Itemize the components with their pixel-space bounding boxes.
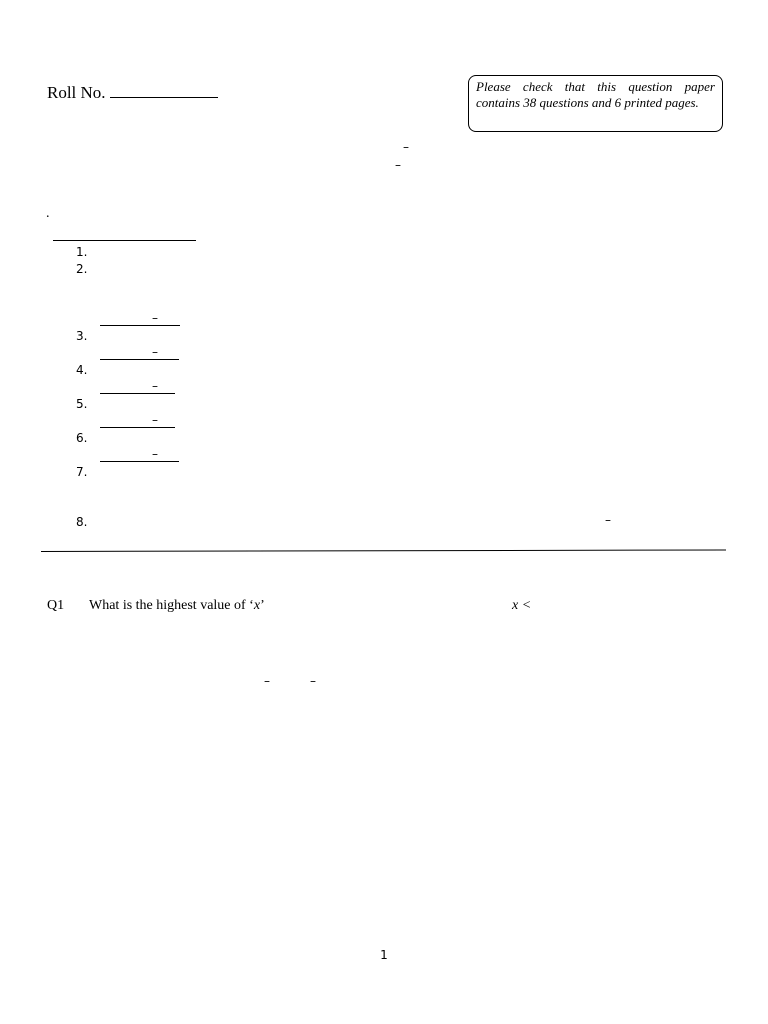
question-variable: x	[253, 598, 261, 613]
page-number: 1	[380, 948, 388, 962]
underline	[100, 359, 179, 360]
list-number: 4.	[76, 363, 88, 377]
notice-text: Please check that this question paper contains 38 questions and 6 printed pages.	[476, 79, 715, 110]
question-number: Q1	[47, 598, 65, 613]
underline	[100, 427, 175, 428]
list-number: 2.	[76, 262, 88, 276]
dash-mark: –	[152, 413, 158, 427]
question-condition: x <	[512, 598, 532, 613]
list-number: 6.	[76, 431, 88, 445]
dot-mark: .	[46, 206, 50, 221]
dash-mark: –	[152, 345, 158, 359]
underline	[100, 393, 175, 394]
dash-mark: –	[264, 674, 270, 688]
dash-mark: –	[310, 674, 316, 688]
question-text-start: What is the highest value of ‘	[89, 598, 254, 613]
roll-number-label	[47, 83, 218, 103]
list-number: 5.	[76, 397, 88, 411]
question-text-end: ’	[260, 598, 265, 613]
list-number: 3.	[76, 329, 88, 343]
list-number: 8.	[76, 515, 88, 529]
section-divider	[41, 549, 726, 552]
underline	[100, 325, 180, 326]
underline	[100, 461, 179, 462]
dash-mark: –	[403, 140, 409, 154]
list-number: 1.	[76, 245, 88, 259]
roll-label-text: Roll No.	[47, 83, 106, 102]
dash-mark: –	[152, 379, 158, 393]
roll-number-blank	[110, 83, 218, 98]
dash-mark: –	[152, 447, 158, 461]
dash-mark: –	[152, 311, 158, 325]
instructions-heading-underline	[53, 240, 196, 241]
list-number: 7.	[76, 465, 88, 479]
page-count-notice	[468, 75, 723, 132]
question-text	[89, 598, 265, 614]
dash-mark: –	[605, 513, 611, 527]
dash-mark: –	[395, 158, 401, 172]
